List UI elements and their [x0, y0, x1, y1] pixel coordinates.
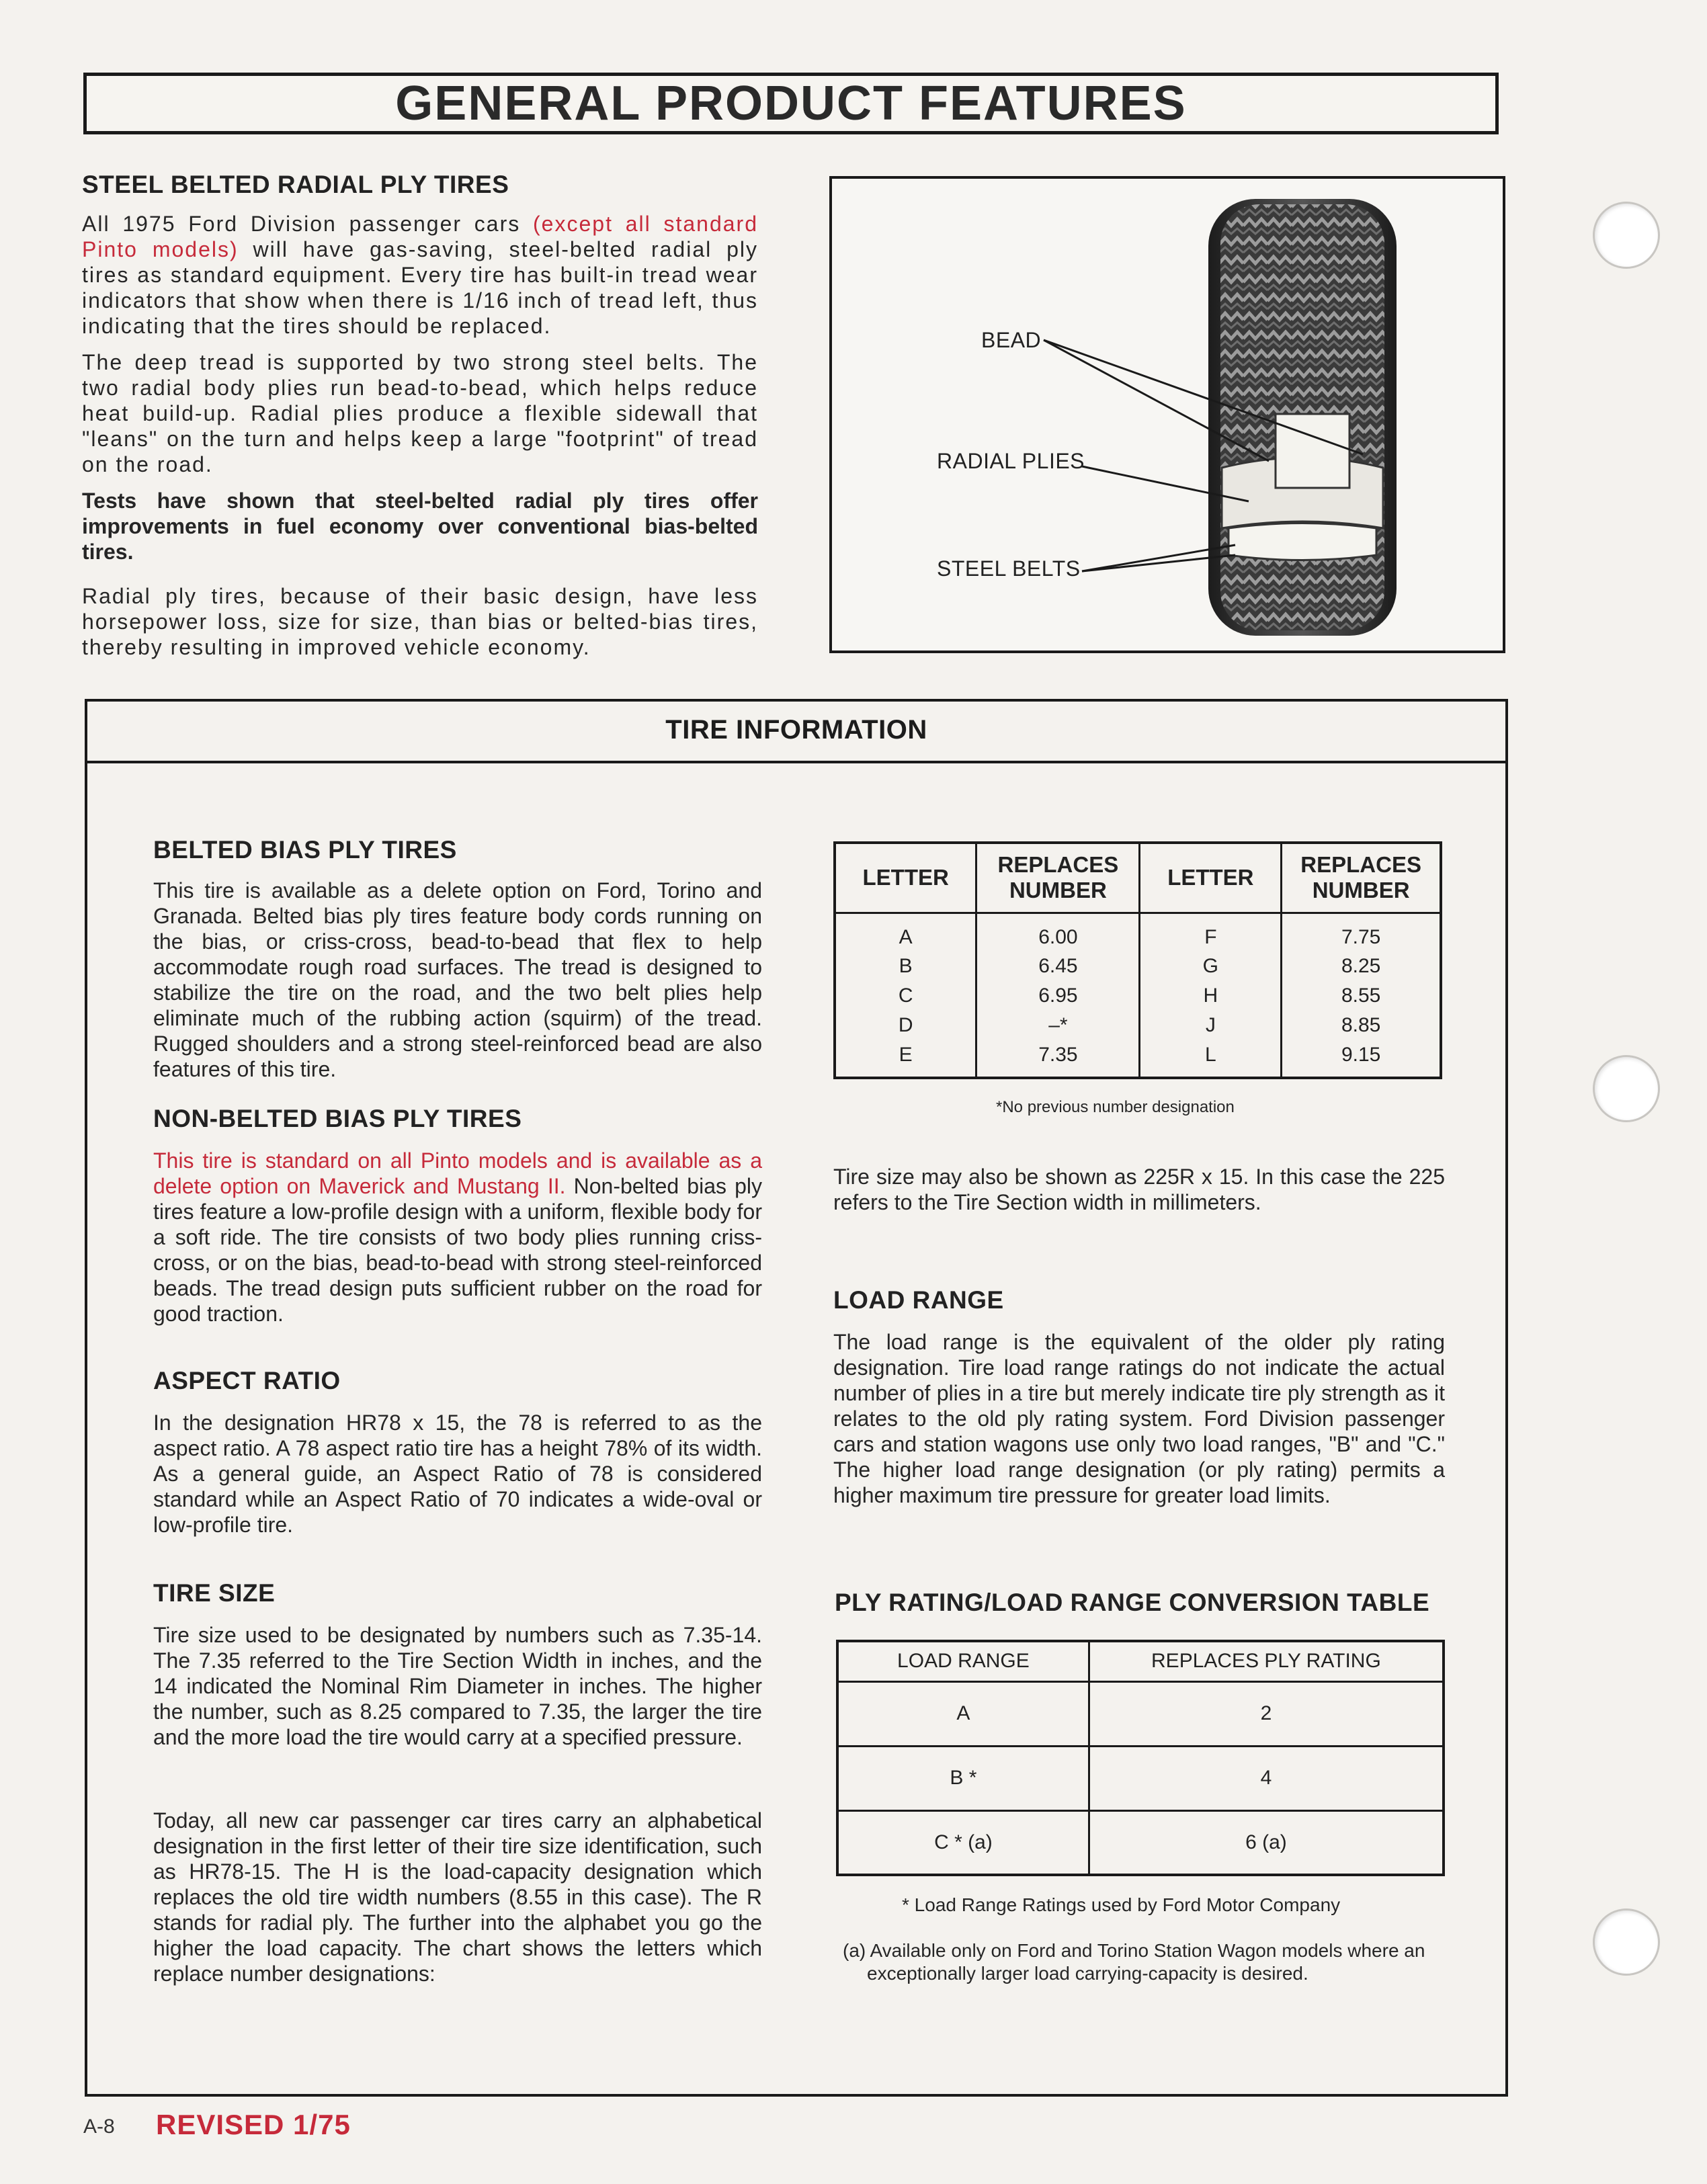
- steel-belted-paragraph-4: Radial ply tires, because of their basic design, have less horsepower loss, size for size, than bias or belted-bias tires, thereby resulting in improved vehicle economy.: [82, 584, 758, 659]
- cell-letter: B: [835, 952, 976, 981]
- cell-number: 8.55: [1282, 981, 1441, 1011]
- ply-table-note-wagon: (a) Available only on Ford and Torino Station Wagon models where an exceptionally larger load carrying-capacity is desired.: [843, 1940, 1425, 1984]
- belted-bias-text: This tire is available as a delete option on Ford, Torino and Granada. Belted bias ply tires feature body cords running on the bias, or criss-cross, bead-to-bead that flex to help accommodate rough road surfaces. The tread is designed to stabilize the tire on the road, and the two belt plies help eliminate much of the rubbing action (squirm) of the tread. Rugged shoulders and a strong steel-reinforced bead are also features of this tire.: [153, 878, 762, 1081]
- letter-replacement-table: [833, 841, 1442, 1079]
- table-row: [837, 1810, 1444, 1875]
- cell-number: 6.00: [976, 913, 1140, 952]
- page-title: GENERAL PRODUCT FEATURES: [395, 77, 1187, 130]
- table-header-row: [835, 843, 1441, 913]
- cell-ply-rating: 2: [1089, 1681, 1444, 1746]
- cell-number: 8.25: [1282, 952, 1441, 981]
- cell-letter: H: [1140, 981, 1282, 1011]
- callout-steel-belts: STEEL BELTS: [937, 556, 1081, 581]
- letter-table-footnote: *No previous number designation: [996, 1098, 1235, 1116]
- cell-load-range: C * (a): [837, 1810, 1089, 1875]
- cell-letter: J: [1140, 1011, 1282, 1040]
- belted-bias-heading: BELTED BIAS PLY TIRES: [153, 836, 457, 864]
- aspect-ratio-text: In the designation HR78 x 15, the 78 is referred to as the aspect ratio. A 78 aspect ratio tire has a height 78% of its width. As a general guide, an Aspect Ratio of 78 is considered standard while an Aspect Ratio of 70 indicates a wide-oval or low-profile tire.: [153, 1411, 762, 1537]
- cell-number: 7.35: [976, 1040, 1140, 1078]
- page-number: A-8: [83, 2115, 115, 2138]
- page-header: [83, 73, 1499, 134]
- tire-size-heading: TIRE SIZE: [153, 1579, 276, 1607]
- tire-cutaway-figure: [829, 176, 1505, 653]
- table-row: [835, 1011, 1441, 1040]
- tire-cutaway-illustration: [832, 179, 1503, 650]
- revised-date: REVISED 1/75: [156, 2109, 351, 2140]
- col-header-replaces-number: REPLACES NUMBER: [976, 843, 1140, 913]
- col-header-letter-2: LETTER: [1140, 843, 1282, 913]
- non-belted-bias-text: This tire is standard on all Pinto models and is available as a delete option on Maverick and Mustang II. Non-belted bias ply tires feature a low-profile design with a uniform, flexible body for a soft ride. The tire consists of two body plies running criss-cross, or on the bias, bead-to-bead with strong steel-reinforced beads. The tread design puts sufficient rubber on the road for good traction.: [153, 1148, 763, 1326]
- table-row: [835, 981, 1441, 1011]
- table-row: [835, 952, 1441, 981]
- cell-letter: L: [1140, 1040, 1282, 1078]
- tire-information-title: TIRE INFORMATION: [665, 714, 927, 745]
- table-row: [835, 1040, 1441, 1078]
- binder-hole-bottom: [1593, 1908, 1660, 1976]
- cell-number: 8.85: [1282, 1011, 1441, 1040]
- col-header-replaces-ply-rating: REPLACES PLY RATING: [1089, 1641, 1444, 1681]
- cell-ply-rating: 4: [1089, 1746, 1444, 1810]
- steel-belts-cutaway: [1229, 523, 1376, 560]
- cell-letter: D: [835, 1011, 976, 1040]
- table-row: [837, 1746, 1444, 1810]
- callout-radial-plies: RADIAL PLIES: [937, 449, 1085, 473]
- steel-belted-paragraph-2: The deep tread is supported by two strong steel belts. The two radial body plies run bead-to-bead, which helps reduce heat build-up. Radial plies produce a flexible sidewall that "leans" on the turn and helps keep a large "footprint" of tread on the road.: [82, 350, 758, 476]
- metric-size-note: Tire size may also be shown as 225R x 15. In this case the 225 refers to the Tire Section width in millimeters.: [833, 1165, 1445, 1214]
- cell-load-range: A: [837, 1681, 1089, 1746]
- cell-number: 6.45: [976, 952, 1140, 981]
- bead-cutaway: [1276, 414, 1349, 488]
- col-header-replaces-number-2: REPLACES NUMBER: [1282, 843, 1441, 913]
- ply-rating-heading: PLY RATING/LOAD RANGE CONVERSION TABLE: [835, 1589, 1430, 1616]
- non-belted-bias-heading: NON-BELTED BIAS PLY TIRES: [153, 1105, 522, 1132]
- col-header-letter: LETTER: [835, 843, 976, 913]
- steel-belted-heading: STEEL BELTED RADIAL PLY TIRES: [82, 171, 509, 198]
- cell-number: 7.75: [1282, 913, 1441, 952]
- table-header-row: [837, 1641, 1444, 1681]
- cell-number: 6.95: [976, 981, 1140, 1011]
- cell-letter: G: [1140, 952, 1282, 981]
- ply-table-note-ford: * Load Range Ratings used by Ford Motor Company: [902, 1894, 1341, 1915]
- cell-letter: F: [1140, 913, 1282, 952]
- cell-ply-rating: 6 (a): [1089, 1810, 1444, 1875]
- binder-hole-top: [1593, 202, 1660, 269]
- tire-size-text-2: Today, all new car passenger car tires carry an alphabetical designation in the first letter of their tire size identification, such as HR78-15. The H is the load-capacity designation which replaces the old tire width numbers (8.55 in this case). The R stands for radial ply. The further into the alphabet you go the higher the load capacity. The chart shows the letters which replace number designations:: [153, 1808, 762, 1986]
- binder-hole-middle: [1593, 1055, 1660, 1122]
- cell-number: –*: [976, 1011, 1140, 1040]
- load-range-text: The load range is the equivalent of the older ply rating designation. Tire load range ratings do not indicate the actual number of plies in a tire but merely indicate tire ply strength as it relates to the old ply rating system. Ford Division passenger cars and station wagons use only two load ranges, "B" and "C." The higher load range designation (or ply rating) permits a higher maximum tire pressure for greater load limits.: [833, 1330, 1445, 1507]
- steel-belted-paragraph-3: Tests have shown that steel-belted radial ply tires offer improvements in fuel economy over conventional bias-belted tires.: [82, 489, 758, 564]
- tire-size-text-1: Tire size used to be designated by numbers such as 7.35-14. The 7.35 referred to the Tire Section Width in inches, and the 14 indicated the Nominal Rim Diameter in inches. The higher the number, such as 8.25 compared to 7.35, the larger the tire and the more load the tire would carry at a specified pressure.: [153, 1623, 762, 1749]
- cell-letter: A: [835, 913, 976, 952]
- cell-number: 9.15: [1282, 1040, 1441, 1078]
- cell-letter: E: [835, 1040, 976, 1078]
- col-header-load-range: LOAD RANGE: [837, 1641, 1089, 1681]
- callout-bead: BEAD: [981, 328, 1042, 352]
- cell-load-range: B *: [837, 1746, 1089, 1810]
- ply-rating-conversion-table: [836, 1640, 1445, 1876]
- load-range-heading: LOAD RANGE: [833, 1286, 1004, 1314]
- table-row: [835, 913, 1441, 952]
- cell-letter: C: [835, 981, 976, 1011]
- tire-information-title-bar: [85, 699, 1508, 763]
- table-row: [837, 1681, 1444, 1746]
- aspect-ratio-heading: ASPECT RATIO: [153, 1367, 341, 1394]
- steel-belted-paragraph-1: All 1975 Ford Division passenger cars (except all standard Pinto models) will have gas-saving, steel-belted radial ply tires as standard equipment. Every tire has built-in tread wear indicators that show when there is 1/16 inch of tread left, thus indicating that the tires should be replaced.: [82, 212, 759, 338]
